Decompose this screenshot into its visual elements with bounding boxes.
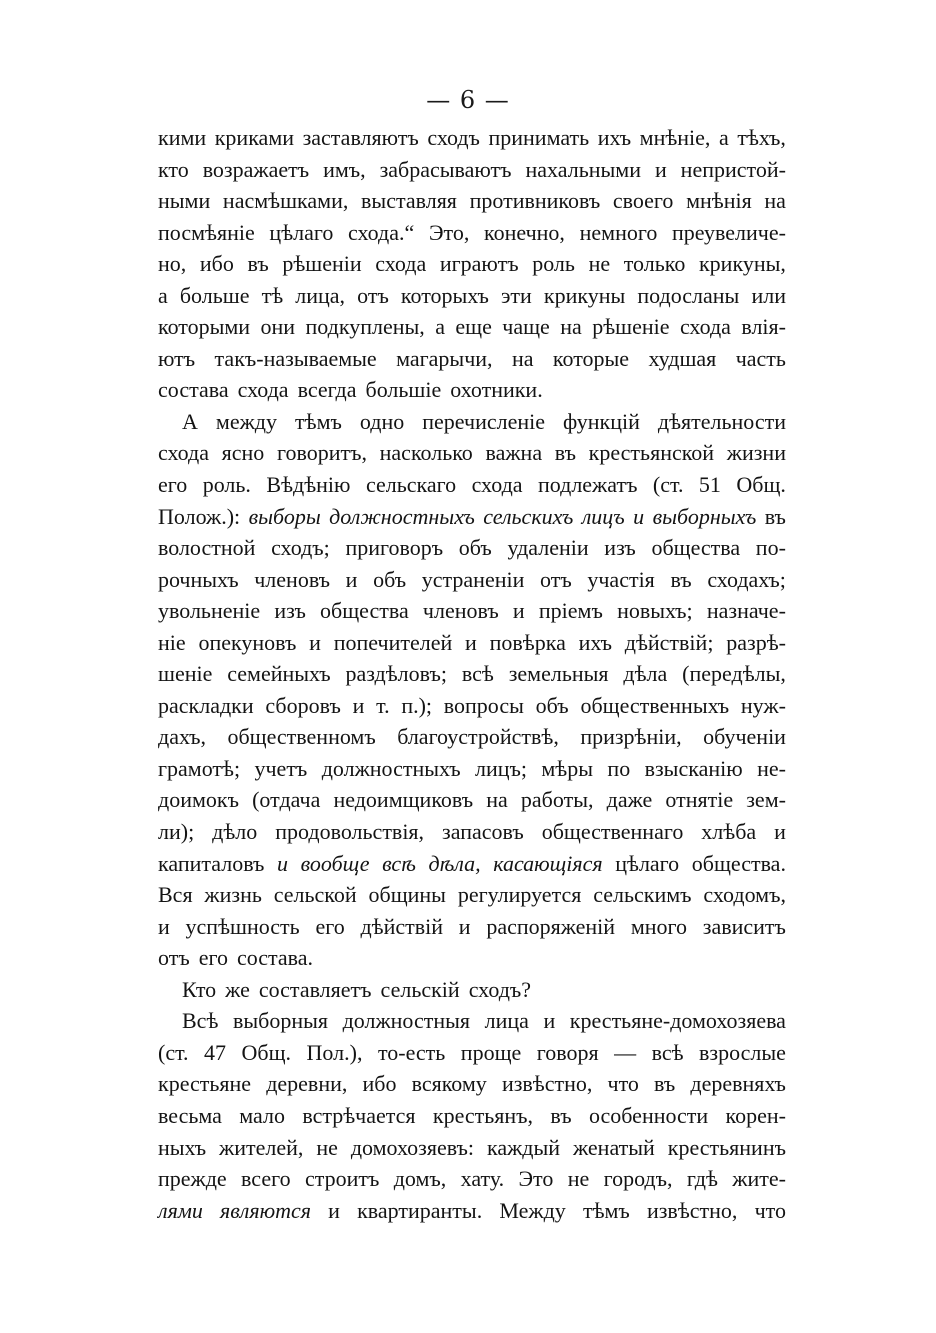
text-line: рочныхъ членовъ и объ устраненіи отъ участія въ сходахъ; — [158, 566, 786, 592]
text-line: Кто же составляетъ сельскій сходъ? — [182, 976, 532, 1002]
text-line: шеніе семейныхъ раздѣловъ; всѣ земельныя дѣла (передѣлы, — [158, 661, 786, 687]
text-line: ли); дѣло продовольствія, запасовъ общественнаго хлѣба и — [158, 819, 786, 845]
text-line: отъ его состава. — [158, 945, 314, 971]
body-text — [158, 122, 786, 1226]
text-line: но, ибо въ рѣшеніи схода играютъ роль не только крикуны, — [158, 251, 786, 277]
text-line: Всѣ выборныя должностныя лица и крестьяне-домохозяева — [182, 1008, 786, 1034]
text-line: и успѣшность его дѣйствій и распоряженій много зависитъ — [158, 913, 786, 939]
text-line: состава схода всегда большіе охотники. — [158, 377, 543, 403]
text-line: Вся жизнь сельской общины регулируется сельскимъ сходомъ, — [158, 882, 786, 908]
text-line: которыми они подкуплены, а еще чаще на рѣшеніе схода влія- — [158, 314, 786, 340]
text-line: его роль. Вѣдѣнію сельскаго схода подлежатъ (ст. 51 Общ. — [158, 472, 786, 498]
text-line: лями являются и квартиранты. Между тѣмъ извѣстно, что — [158, 1197, 786, 1223]
text-line: весьма мало встрѣчается крестьянъ, въ особенности корен- — [158, 1102, 786, 1128]
text-line: крестьяне деревни, ибо всякому извѣстно, что въ деревняхъ — [158, 1071, 786, 1097]
text-line: грамотѣ; учетъ должностныхъ лицъ; мѣры по взысканію не- — [158, 755, 786, 781]
text-line: раскладки сборовъ и т. п.); вопросы объ общественныхъ нуж- — [158, 692, 786, 718]
text-line: прежде всего строитъ домъ, хату. Это не городъ, гдѣ жите- — [158, 1166, 786, 1192]
text-line: ными насмѣшками, выставляя противниковъ своего мнѣнія на — [158, 188, 786, 214]
text-line: ютъ такъ-называемые магарычи, на которые худшая часть — [158, 345, 786, 371]
text-line: а больше тѣ лица, отъ которыхъ эти крикуны подосланы или — [158, 282, 786, 308]
text-line: капиталовъ и вообще всѣ дѣла, касающіяся цѣлаго общества. — [158, 850, 786, 876]
text-line: дахъ, общественномъ благоустройствѣ, призрѣніи, обученіи — [158, 724, 786, 750]
page-number: — 6 — — [426, 86, 510, 114]
text-line: кими криками заставляютъ сходъ принимать ихъ мнѣніе, а тѣхъ, — [158, 125, 786, 150]
text-line: ніе опекуновъ и попечителей и повѣрка ихъ дѣйствій; разрѣ- — [158, 629, 786, 655]
text-line: посмѣяніе цѣлаго схода.“ Это, конечно, немного преувеличе- — [158, 219, 786, 245]
text-line: увольненіе изъ общества членовъ и пріемъ новыхъ; назначе- — [158, 598, 786, 624]
text-line: ныхъ жителей, не домохозяевъ: каждый женатый крестьянинъ — [158, 1134, 786, 1160]
text-line: доимокъ (отдача недоимщиковъ на работы, даже отнятіе зем- — [158, 787, 786, 813]
text-line: А между тѣмъ одно перечисленіе функцій дѣятельности — [182, 408, 786, 434]
text-line: схода ясно говоритъ, насколько важна въ крестьянской жизни — [158, 440, 786, 466]
text-line: волостной сходъ; приговоръ объ удаленіи изъ общества по- — [158, 535, 786, 561]
text-line: кто возражаетъ имъ, забрасываютъ нахальными и непристой- — [158, 156, 786, 182]
text-line: (ст. 47 Общ. Пол.), то-есть проще говоря — всѣ взрослые — [158, 1039, 786, 1065]
text-line: Полож.): выборы должностныхъ сельскихъ лицъ и выборныхъ въ — [158, 503, 786, 529]
